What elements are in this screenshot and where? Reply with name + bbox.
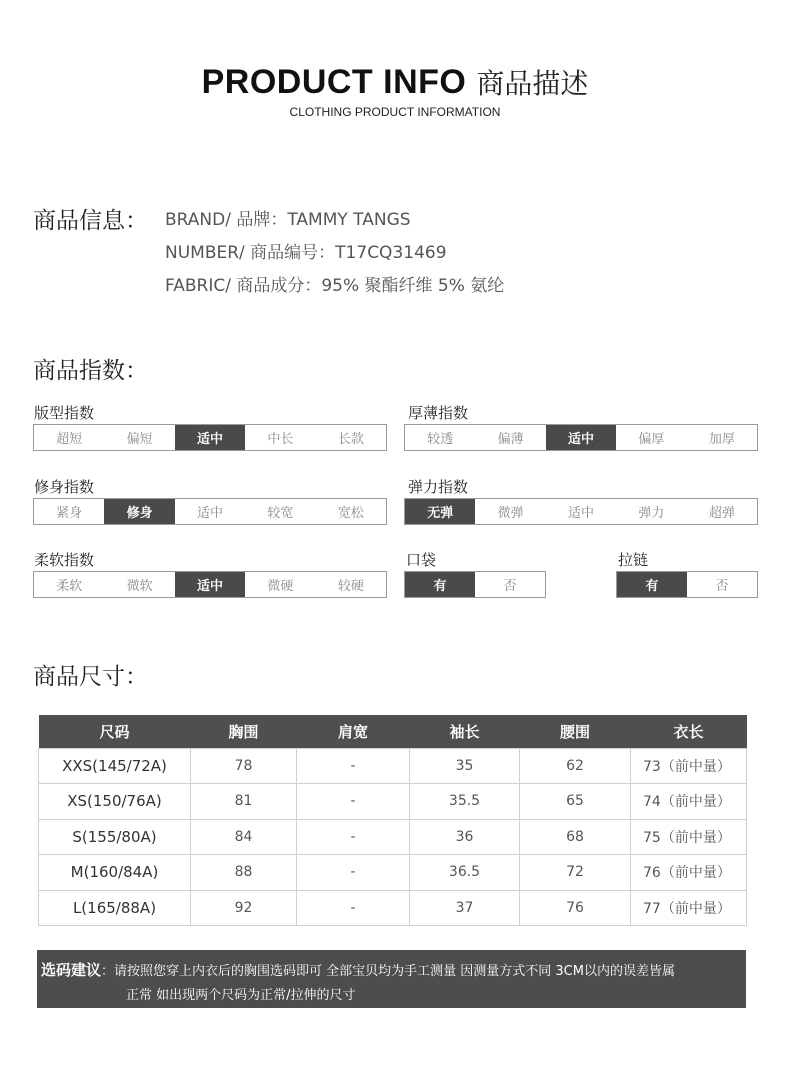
table-cell: - [297, 855, 410, 891]
advice-text-2: 正常 如出现两个尺码为正常/拉伸的尺寸 [126, 988, 356, 1003]
table-cell: 36 [410, 819, 520, 855]
table-cell: 73（前中量） [631, 748, 747, 784]
fit-option: 超短 [56, 432, 83, 447]
size-advice-box [37, 950, 746, 1008]
column-header: 腰围 [520, 715, 631, 748]
size-table [38, 715, 747, 926]
number-line: NUMBER/ 商品编号：T17CQ31469 [165, 243, 447, 263]
zipper-option: 有 [617, 572, 687, 597]
table-cell: S(155/80A) [39, 819, 191, 855]
fit-index-scale [33, 424, 387, 451]
column-header: 胸围 [191, 715, 297, 748]
pocket-scale [404, 571, 546, 598]
thickness-index-scale [404, 424, 758, 451]
table-cell: 35 [410, 748, 520, 784]
advice-line-1 [41, 959, 675, 980]
table-cell: 62 [520, 748, 631, 784]
table-cell: M(160/84A) [39, 855, 191, 891]
soft-option: 适中 [175, 572, 245, 597]
table-cell: 36.5 [410, 855, 520, 891]
zipper-option: 否 [715, 579, 729, 594]
elastic-index-label: 弹力指数 [408, 478, 469, 496]
table-row [39, 784, 747, 820]
page-title [0, 62, 790, 102]
slim-option: 修身 [104, 499, 174, 524]
table-cell: - [297, 784, 410, 820]
column-header: 袖长 [410, 715, 520, 748]
table-cell: 81 [191, 784, 297, 820]
table-cell: 68 [520, 819, 631, 855]
thickness-option: 适中 [546, 425, 616, 450]
title-english: PRODUCT INFO [201, 63, 467, 101]
column-header: 肩宽 [297, 715, 410, 748]
table-cell: 74（前中量） [631, 784, 747, 820]
soft-index-scale [33, 571, 387, 598]
thickness-option: 偏薄 [497, 432, 524, 447]
table-cell: XXS(145/72A) [39, 748, 191, 784]
column-header: 衣长 [631, 715, 747, 748]
table-row [39, 855, 747, 891]
table-cell: 35.5 [410, 784, 520, 820]
table-cell: - [297, 819, 410, 855]
slim-option: 紧身 [56, 506, 83, 521]
elastic-option: 微弹 [497, 506, 524, 521]
column-header: 尺码 [39, 715, 191, 748]
table-cell: - [297, 890, 410, 926]
table-cell: 76 [520, 890, 631, 926]
zipper-scale [616, 571, 758, 598]
pocket-option: 有 [405, 572, 475, 597]
soft-index-label: 柔软指数 [34, 551, 95, 569]
table-cell: 84 [191, 819, 297, 855]
fit-option: 偏短 [126, 432, 153, 447]
soft-option: 较硬 [337, 579, 364, 594]
thickness-index-label: 厚薄指数 [408, 404, 469, 422]
fabric-line: FABRIC/ 商品成分：95% 聚酯纤维 5% 氨纶 [165, 276, 505, 296]
table-cell: 92 [191, 890, 297, 926]
slim-option: 宽松 [337, 506, 364, 521]
table-cell: L(165/88A) [39, 890, 191, 926]
zipper-label: 拉链 [618, 551, 649, 569]
table-row [39, 819, 747, 855]
table-cell: 78 [191, 748, 297, 784]
slim-option: 适中 [197, 506, 224, 521]
thickness-option: 偏厚 [638, 432, 665, 447]
slim-index-label: 修身指数 [34, 478, 95, 496]
brand-line: BRAND/ 品牌：TAMMY TANGS [165, 210, 411, 230]
thickness-option: 较透 [427, 432, 454, 447]
table-row [39, 748, 747, 784]
elastic-option: 适中 [568, 506, 595, 521]
elastic-option: 无弹 [405, 499, 475, 524]
table-cell: 76（前中量） [631, 855, 747, 891]
fit-index-label: 版型指数 [34, 404, 95, 422]
soft-option: 微软 [126, 579, 153, 594]
table-cell: 65 [520, 784, 631, 820]
elastic-option: 弹力 [638, 506, 665, 521]
pocket-option: 否 [503, 579, 517, 594]
table-cell: 72 [520, 855, 631, 891]
pocket-label: 口袋 [406, 551, 437, 569]
slim-option: 较宽 [267, 506, 294, 521]
advice-title: 选码建议 [41, 961, 102, 979]
slim-index-scale [33, 498, 387, 525]
fit-option: 适中 [175, 425, 245, 450]
table-cell: XS(150/76A) [39, 784, 191, 820]
soft-option: 微硬 [267, 579, 294, 594]
table-cell: 75（前中量） [631, 819, 747, 855]
fit-option: 长款 [337, 432, 364, 447]
table-row [39, 890, 747, 926]
soft-option: 柔软 [56, 579, 83, 594]
info-heading: 商品信息： [33, 208, 148, 234]
page-subtitle: CLOTHING PRODUCT INFORMATION [289, 105, 501, 119]
table-header-row [39, 715, 747, 748]
table-cell: - [297, 748, 410, 784]
advice-text-1: ：请按照您穿上内衣后的胸围选码即可 全部宝贝均为手工测量 因测量方式不同 3CM以内的误差皆属 [101, 964, 675, 979]
elastic-option: 超弹 [708, 506, 735, 521]
title-chinese: 商品描述 [476, 67, 589, 100]
thickness-option: 加厚 [708, 432, 735, 447]
table-cell: 77（前中量） [631, 890, 747, 926]
index-heading: 商品指数： [33, 358, 148, 384]
size-heading: 商品尺寸： [33, 664, 148, 690]
table-cell: 88 [191, 855, 297, 891]
table-cell: 37 [410, 890, 520, 926]
fit-option: 中长 [267, 432, 294, 447]
elastic-index-scale [404, 498, 758, 525]
